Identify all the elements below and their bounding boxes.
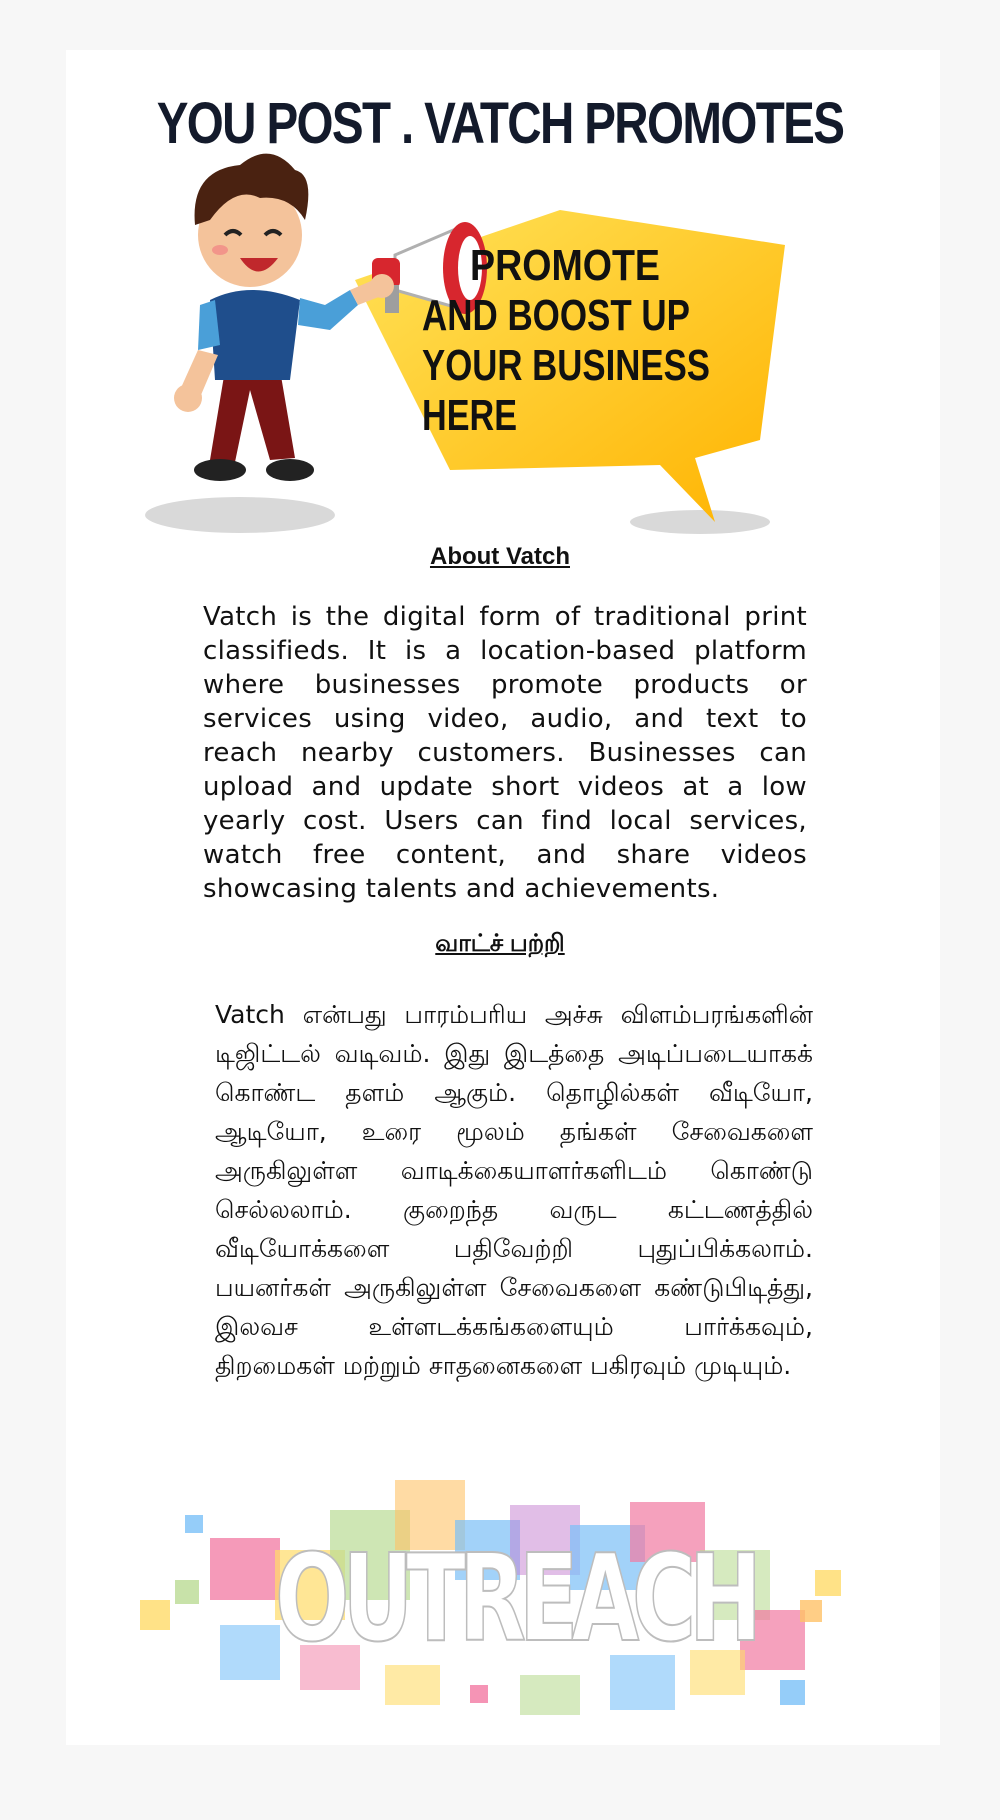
promo-illustration [140,140,830,540]
outreach-word: OUTREACH [275,1530,755,1669]
outreach-graphic-container [90,1450,940,1745]
ground-shadow [145,497,335,533]
cartoon-man-illustration [174,154,394,481]
promo-line-3: YOUR BUSINESS [422,341,710,390]
ground-shadow-right [630,510,770,534]
outreach-graphic [90,1450,940,1745]
about-title-en: About Vatch [429,543,570,570]
about-body-en: Vatch is the digital form of traditional print classifieds. It is a location-based platform where businesses promote products or services using video, audio, and text to reach nearby customers. Businesses can upload and update short videos at a low yearly cost. Users can find local services, watch free content, and share videos showcasing talents and achievements. [203,602,807,904]
about-body-ta: Vatch என்பது பாரம்பரிய அச்சு விளம்பரங்களின் டிஜிட்டல் வடிவம். இது இடத்தை அடிப்படையாகக் கொண்ட தளம் ஆகும். தொழில்கள் வீடியோ, ஆடியோ, உரை மூலம் தங்கள் சேவைகளை அருகிலுள்ள வாடிக்கையாளர்களிடம் கொண்டு செல்லலாம். குறைந்த வருட கட்டணத்தில் வீடியோக்களை பதிவேற்றி புதுப்பிக்கலாம். பயனர்கள் அருகிலுள்ள சேவைகளை கண்டுபிடித்து, இலவச உள்ளடக்கங்களையும் பார்க்கவும், திறமைகள் மற்றும் சாதனைகளை பகிரவும் முடியும். [215,1000,813,1380]
promo-line-1: PROMOTE [470,241,660,290]
promo-line-2: AND BOOST UP [422,291,690,340]
promo-line-4: HERE [422,391,517,440]
headline: YOU POST . VATCH PROMOTES [156,91,844,156]
about-title-ta: வாட்ச் பற்றி [435,930,565,957]
